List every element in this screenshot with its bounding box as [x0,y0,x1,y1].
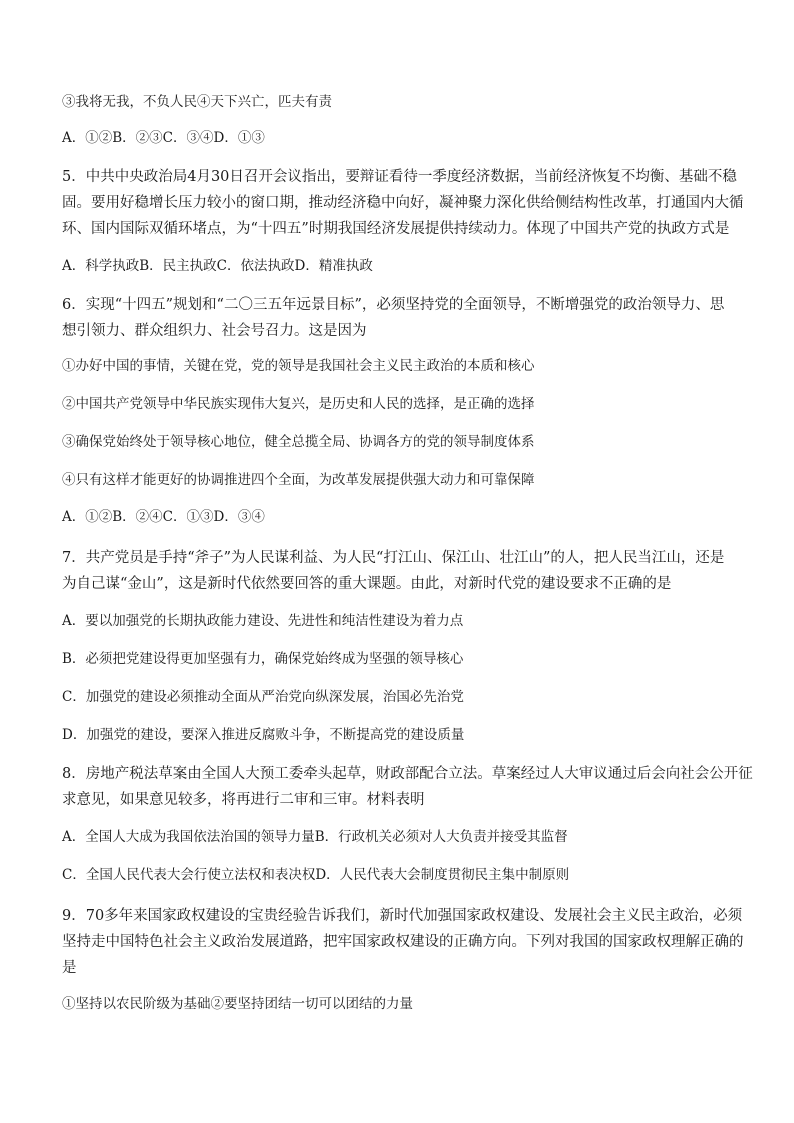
question-7-option-a: A．要以加强党的长期执政能力建设、先进性和纯洁性建设为着力点 [62,613,464,629]
question-8-options-ab: A．全国人大成为我国依法治国的领导力量B．行政机关必须对人大负责并接受其监督 [62,829,568,845]
question-4-options: A．①②B．②③C．③④D．①③ [62,130,265,146]
question-7-line-2: 为自己谋“金山”，这是新时代依然要回答的重大课题。由此，对新时代党的建设要求不正确的是 [62,576,672,592]
question-5-line-2: 固。要用好稳增长压力较小的窗口期，推动经济稳中向好，凝神聚力深化供给侧结构性改革，打通国内大循 [62,195,744,211]
question-9-line-3: 是 [62,960,77,976]
question-6-line-1: 6．实现“十四五”规划和“二〇三五年远景目标”，必须坚持党的全面领导，不断增强党的政治领导力、思 [62,297,725,313]
question-7-option-b: B．必须把党建设得更加坚强有力，确保党始终成为坚强的领导核心 [62,651,464,667]
question-6-statement-4: ④只有这样才能更好的协调推进四个全面，为改革发展提供强大动力和可靠保障 [62,472,535,488]
question-7-stem [62,545,734,597]
question-8-line-2: 求意见，如果意见较多，将再进行二审和三审。材料表明 [62,792,425,808]
question-9-stem [62,903,744,981]
question-7-line-1: 7．共产党员是手持“斧子”为人民谋利益、为人民“打江山、保江山、壮江山”的人，把人民当江山，还是 [62,550,725,566]
question-5-line-3: 环、国内国际双循环堵点，为“十四五”时期我国经济发展提供持续动力。体现了中国共产党的执政方式是 [62,221,730,237]
question-4-statements: ③我将无我，不负人民④天下兴亡，匹夫有责 [62,94,332,110]
question-7-option-c: C．加强党的建设必须推动全面从严治党向纵深发展，治国必先治党 [62,689,464,705]
question-6-stem [62,292,734,344]
question-6-statement-1: ①办好中国的事情，关键在党，党的领导是我国社会主义民主政治的本质和核心 [62,358,535,374]
question-9-line-2: 坚持走中国特色社会主义政治发展道路，把牢国家政权建设的正确方向。下列对我国的国家政权理解正确的 [62,934,744,950]
question-5-line-1: 5．中共中央政治局4月30日召开会议指出，要辩证看待一季度经济数据，当前经济恢复不均衡、基础不稳 [62,169,737,185]
question-8-stem [62,761,753,813]
question-6-statement-2: ②中国共产党领导中华民族实现伟大复兴，是历史和人民的选择，是正确的选择 [62,396,535,412]
question-9-line-1: 9．70多年来国家政权建设的宝贵经验告诉我们，新时代加强国家政权建设、发展社会主义民主政治，必须 [62,908,743,924]
question-5-options: A．科学执政B．民主执政C．依法执政D．精准执政 [62,258,373,274]
question-9-statements-1-2: ①坚持以农民阶级为基础②要坚持团结一切可以团结的力量 [62,996,413,1012]
question-5-stem [62,164,744,242]
question-6-statement-3: ③确保党始终处于领导核心地位，健全总揽全局、协调各方的党的领导制度体系 [62,434,535,450]
question-8-options-cd: C．全国人民代表大会行使立法权和表决权D．人民代表大会制度贯彻民主集中制原则 [62,867,570,883]
question-8-line-1: 8．房地产税法草案由全国人大预工委牵头起草，财政部配合立法。草案经过人大审议通过后会向社会公开征 [62,766,753,782]
question-6-line-2: 想引领力、群众组织力、社会号召力。这是因为 [62,323,367,339]
question-7-option-d: D．加强党的建设，要深入推进反腐败斗争，不断提高党的建设质量 [62,727,465,743]
question-6-options: A．①②B．②④C．①③D．③④ [62,509,265,525]
